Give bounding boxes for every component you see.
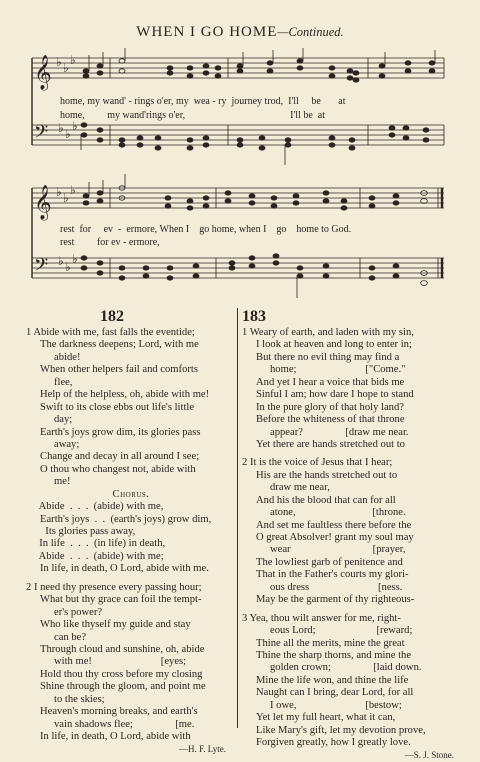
verse-line: home; ["Come." xyxy=(270,364,406,376)
verse-line: But there no evil thing may find a xyxy=(256,351,400,363)
svg-text:♭: ♭ xyxy=(65,260,71,274)
lyrics-bass-1: home, my wand'rings o'er, I'll be at xyxy=(60,110,325,121)
hymn-182-text xyxy=(26,327,236,756)
verse-line: His are the hands stretched out to xyxy=(256,469,398,481)
verse-line: That in the Father's courts my glori- xyxy=(256,569,409,581)
author-attribution: —H. F. Lyte. xyxy=(178,744,226,755)
verse-line: In life, in death, O Lord, abide with xyxy=(40,731,191,742)
verse-line: In life . . . (in life) in death, xyxy=(26,538,166,550)
verse-line: wear [prayer, xyxy=(270,544,406,556)
verse-line: Through cloud and sunshine, oh, abide xyxy=(40,643,205,655)
verse-line: Yet let my full heart, what it can, xyxy=(256,712,396,724)
verse-line: The lowliest garb of penitence and xyxy=(256,556,403,568)
svg-text:♭: ♭ xyxy=(70,183,76,197)
svg-text:♭: ♭ xyxy=(58,121,64,135)
svg-text:♭: ♭ xyxy=(72,252,78,266)
verse-line: abide! xyxy=(54,351,81,363)
verse-line: What but thy grace can foil the tempt- xyxy=(40,594,202,606)
svg-text:♭: ♭ xyxy=(72,119,78,133)
verse-line: Heaven's morning breaks, and earth's xyxy=(40,706,198,718)
hymn-number-183: 183 xyxy=(242,308,266,325)
verse-line: Naught can I bring, dear Lord, for all xyxy=(256,687,414,699)
verse-line: Who like thyself my guide and stay xyxy=(40,619,191,631)
verse-line: Like Mary's gift, let my devotion prove, xyxy=(256,724,426,736)
verse-line: 2 I need thy presence every passing hour; xyxy=(26,581,202,593)
verse-line: Swift to its close ebbs out life's little xyxy=(40,401,195,413)
verse-line: In life, in death, O Lord, abide with me. xyxy=(40,563,209,575)
verse-line: Earth's joys . . (earth's joys) grow dim, xyxy=(40,513,212,525)
verse-line: Change and decay in all around I see; xyxy=(40,451,200,463)
verse-line: 1 Abide with me, fast falls the eventide; xyxy=(26,327,195,338)
verse-line: I owe, [bestow; xyxy=(270,699,402,711)
verse-line: 2 It is the voice of Jesus that I hear; xyxy=(242,457,393,469)
verse-line: flee, xyxy=(54,376,73,388)
verse-line: eous Lord; [reward; xyxy=(270,625,413,637)
hymn-number-182: 182 xyxy=(100,308,124,325)
verse-line: Abide . . . (abide) with me, xyxy=(26,501,164,513)
hymn-subtitle: —Continued. xyxy=(277,25,344,39)
lyrics-bass-2: rest for ev - ermore, xyxy=(60,237,160,248)
verse-line: And set me faultless there before the xyxy=(256,519,412,531)
svg-text:♭: ♭ xyxy=(70,53,76,67)
treble-clef-icon: 𝄞 xyxy=(34,185,52,220)
verse-line: Sinful I am; how dare I hope to stand xyxy=(256,389,414,401)
verse-line: Hold thou thy cross before my closing xyxy=(40,668,203,680)
bass-clef-icon: 𝄢 xyxy=(34,122,49,147)
bass-clef-icon: 𝄢 xyxy=(34,255,49,280)
verse-line: appear? [draw me near. xyxy=(270,426,409,438)
staff-treble-2 xyxy=(32,188,444,208)
verse-line: When other helpers fail and comforts xyxy=(40,364,198,376)
verse-line: golden crown; [laid down. xyxy=(270,662,422,674)
svg-text:♭: ♭ xyxy=(63,191,69,205)
verse-line: er's power? xyxy=(54,606,103,618)
verse-line: ous dress [ness. xyxy=(270,581,403,593)
verse-line: In the pure glory of that holy land? xyxy=(256,401,404,413)
column-divider xyxy=(237,308,238,728)
verse-line: Before the whiteness of that throne xyxy=(256,414,405,426)
music-score xyxy=(0,0,480,310)
verse-line: Shine through the gloom, and point me xyxy=(40,681,206,693)
verse-line: Earth's joys grow dim, its glories pass xyxy=(40,426,201,438)
verse-line: 3 Yea, thou wilt answer for me, right- xyxy=(242,612,401,624)
svg-text:♭: ♭ xyxy=(58,254,64,268)
verse-line: Abide . . . (abide) with me; xyxy=(26,550,164,562)
verse-line: Help of the helpless, oh, abide with me! xyxy=(40,389,210,401)
verse-line: And his the blood that can for all xyxy=(256,494,396,506)
verse-line: vain shadows flee; [me. xyxy=(54,718,195,730)
verse-line: with me! [eyes; xyxy=(54,656,187,668)
verse-line: Mine the life won, and thine the life xyxy=(256,674,409,686)
verse-line: O great Absolver! grant my soul may xyxy=(256,532,414,543)
svg-text:♭: ♭ xyxy=(63,61,69,75)
author-attribution: —S. J. Stone. xyxy=(404,750,454,761)
treble-clef-icon: 𝄞 xyxy=(34,55,52,90)
verse-line: 1 Weary of earth, and laden with my sin, xyxy=(242,327,414,338)
hymn-183-text xyxy=(242,327,464,762)
verse-line: The darkness deepens; Lord, with me xyxy=(40,339,199,351)
verse-line: Thine all the merits, mine the great xyxy=(256,637,405,649)
lyrics-treble-2: rest for ev - ermore, When I go home, when I go home to God. xyxy=(60,224,352,235)
verse-line: away; xyxy=(54,438,80,450)
verse-line: Yet there are hands stretched out to xyxy=(256,438,405,450)
svg-text:♭: ♭ xyxy=(56,55,62,69)
staff-bass-2 xyxy=(32,258,444,278)
hymn-title: WHEN I GO HOME xyxy=(136,24,278,40)
verse-line: draw me near, xyxy=(270,482,330,494)
verse-line: atone, [throne. xyxy=(270,507,406,519)
verse-line: And yet I hear a voice that bids me xyxy=(256,376,405,388)
verse-line: Its glories pass away, xyxy=(40,526,136,537)
verse-line: I look at heaven and long to enter in; xyxy=(256,339,412,351)
verse-line: May be the garment of thy righteous- xyxy=(256,594,415,606)
verse-line: me! xyxy=(54,476,71,488)
verse-line: day; xyxy=(54,414,73,426)
verse-line: Thine the sharp thorns, and mine the xyxy=(256,649,412,661)
verse-line: Forgiven greatly, how I greatly love. xyxy=(256,737,411,748)
lyrics-treble-1: home, my wand' - rings o'er, my wea - ry journey trod, I'll be at xyxy=(60,96,346,107)
verse-line: can be? xyxy=(54,631,87,643)
verse-line: to the skies; xyxy=(54,693,105,705)
verse-line: O thou who changest not, abide with xyxy=(40,463,196,475)
svg-text:♭: ♭ xyxy=(65,127,71,141)
chorus-heading: Chorus. xyxy=(112,488,150,500)
svg-text:♭: ♭ xyxy=(56,185,62,199)
